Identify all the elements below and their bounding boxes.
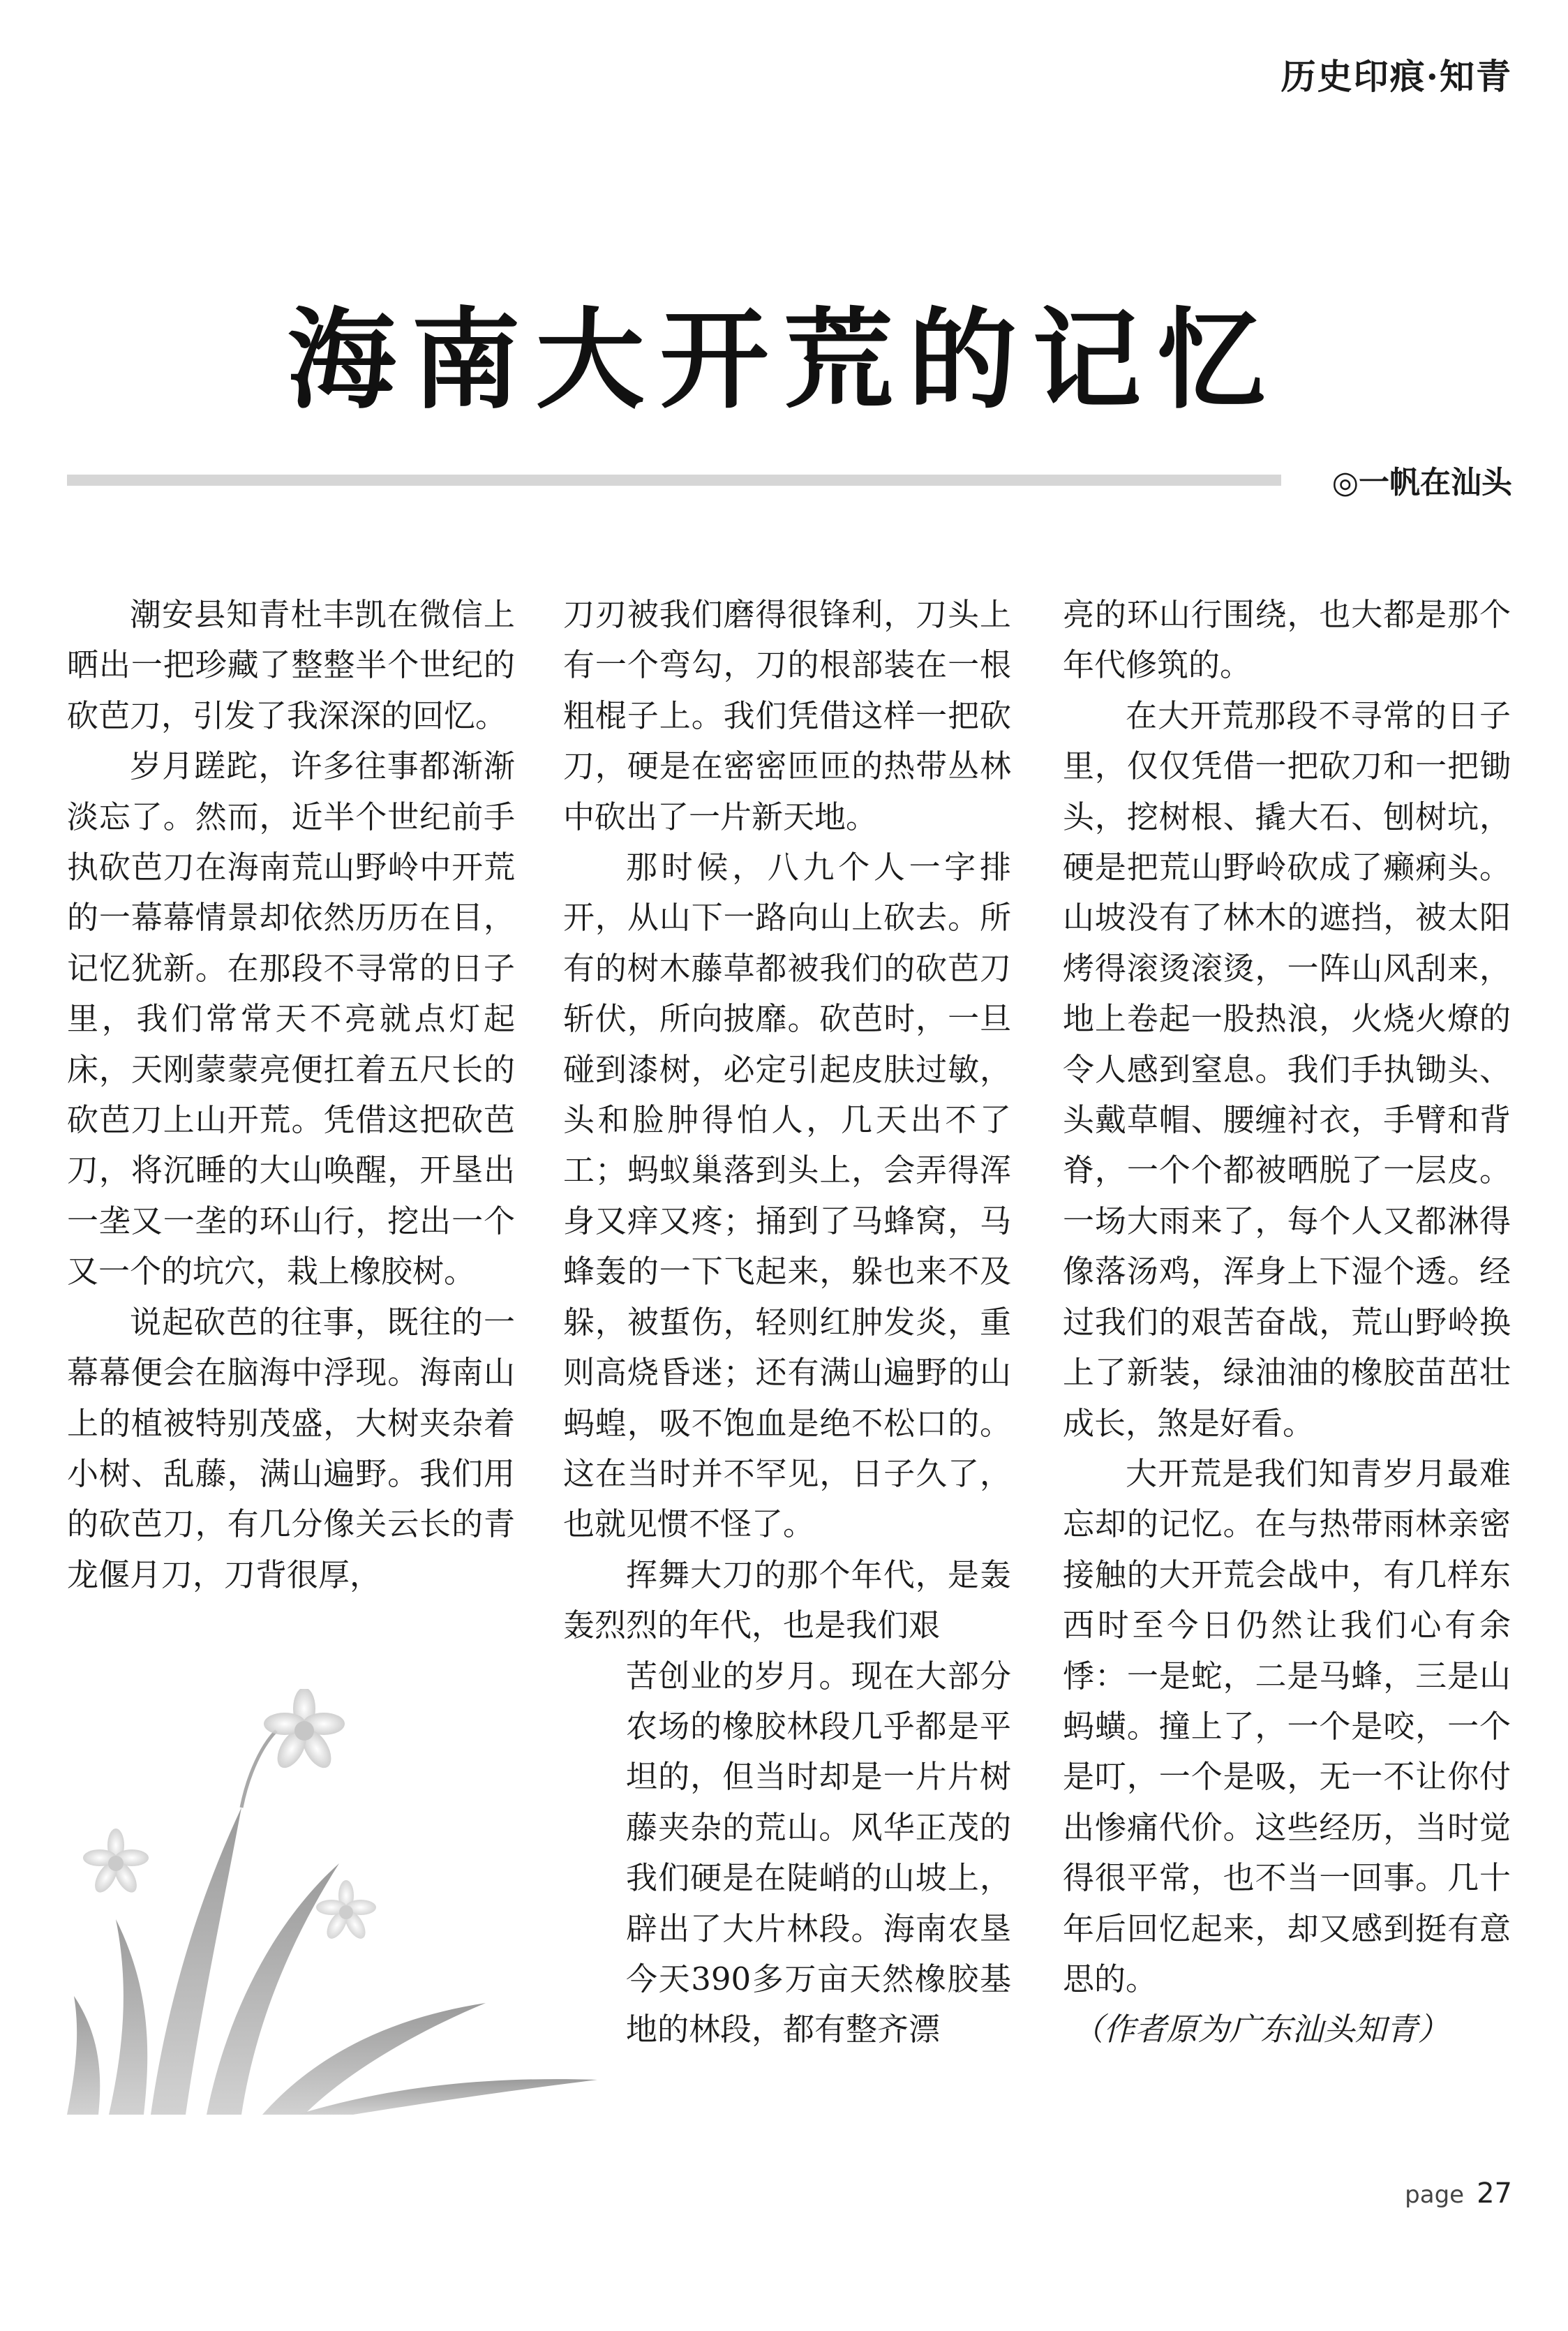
paragraph: 大开荒是我们知青岁月最难忘却的记忆。在与热带雨林亲密接触的大开荒会战中，有几样东西时至今日仍然让我们心有余悸：一是蛇，二是马蜂，三是山蚂蟥。撞上了，一个是咬，一个是叮，一个是吸，无一不让你付出惨痛代价。这些经历，当时觉得很平常，也不当一回事。几十年后回忆起来，却又感到挺有意思的。 — [1063, 1454, 1511, 1997]
article-title: 海南大开荒的记忆 — [287, 296, 1281, 424]
page-footer — [1405, 2177, 1512, 2210]
paragraph: 那时候，八九个人一字排开，从山下一路向山上砍去。所有的树木藤草都被我们的砍芭刀斩伏，所向披靡。砍芭时，一旦碰到漆树，必定引起皮肤过敏，头和脸肿得怕人，几天出不了工；蚂蚁巢落到头上，会弄得浑身又痒又疼；捅到了马蜂窝，马蜂轰的一下飞起来，躲也来不及躲，被蜇伤，轻则红肿发炎，重则高烧昏迷；还有满山遍野的山蚂蝗，吸不饱血是绝不松口的。这在当时并不罕见，日子久了，也就见惯不怪了。 — [563, 849, 1011, 1543]
article-author: ◎一帆在汕头 — [1331, 465, 1512, 500]
paragraph: 在大开荒那段不寻常的日子里，仅仅凭借一把砍刀和一把锄头，挖树根、撬大石、刨树坑，硬是把荒山野岭砍成了癞痢头。山坡没有了林木的遮挡，被太阳烤得滚烫滚烫，一阵山风刮来，地上卷起一股热浪，火烧火燎的令人感到窒息。我们手执锄头、头戴草帽、腰缠衬衣，手臂和背脊，一个个都被晒脱了一层皮。一场大雨来了，每个人又都淋得像落汤鸡，浑身上下湿个透。经过我们的艰苦奋战，荒山野岭换上了新装，绿油油的橡胶苗茁壮成长，煞是好看。 — [1063, 697, 1511, 1442]
paragraph: 亮的环山行围绕，也大都是那个年代修筑的。 — [1063, 596, 1511, 684]
title-divider — [67, 475, 1281, 486]
paragraph: 苦创业的岁月。现在大部分农场的橡胶林段几乎都是平坦的，但当时却是一片片树藤夹杂的荒山。风华正茂的我们硬是在陡峭的山坡上，辟出了大片林段。海南农垦今天390多万亩天然橡胶基地的林段，都有整齐漂 — [626, 1657, 1011, 2048]
text-column-2 — [563, 590, 1011, 2055]
author-note: （作者原为广东汕头知青） — [1072, 2011, 1449, 2048]
paragraph: 挥舞大刀的那个年代，是轰轰烈烈的年代，也是我们艰 — [563, 1556, 1011, 1644]
paragraph: 说起砍芭的往事，既往的一幕幕便会在脑海中浮现。海南山上的植被特别茂盛，大树夹杂着小树、乱藤，满山遍野。我们用的砍芭刀，有几分像关云长的青龙偃月刀，刀背很厚， — [67, 1303, 515, 1593]
text-column-1 — [67, 590, 515, 1600]
paragraph: 岁月蹉跎，许多往事都渐渐淡忘了。然而，近半个世纪前手执砍芭刀在海南荒山野岭中开荒的一幕幕情景却依然历历在目，记忆犹新。在那段不寻常的日子里，我们常常天不亮就点灯起床，天刚蒙蒙亮便扛着五尺长的砍芭刀上山开荒。凭借这把砍芭刀，将沉睡的大山唤醒，开垦出一垄又一垄的环山行，挖出一个又一个的坑穴，栽上橡胶树。 — [67, 747, 515, 1290]
daffodil-illustration — [67, 1689, 618, 2122]
page-number: 27 — [1477, 2177, 1512, 2210]
page-label: page — [1405, 2181, 1465, 2209]
paragraph: 刀刃被我们磨得很锋利，刀头上有一个弯勾，刀的根部装在一根粗棍子上。我们凭借这样一把砍刀，硬是在密密匝匝的热带丛林中砍出了一片新天地。 — [563, 596, 1011, 835]
paragraph: 潮安县知青杜丰凯在微信上晒出一把珍藏了整整半个世纪的砍芭刀，引发了我深深的回忆。 — [67, 596, 515, 734]
section-header: 历史印痕·知青 — [1280, 56, 1512, 97]
text-column-3 — [1063, 590, 1511, 2055]
